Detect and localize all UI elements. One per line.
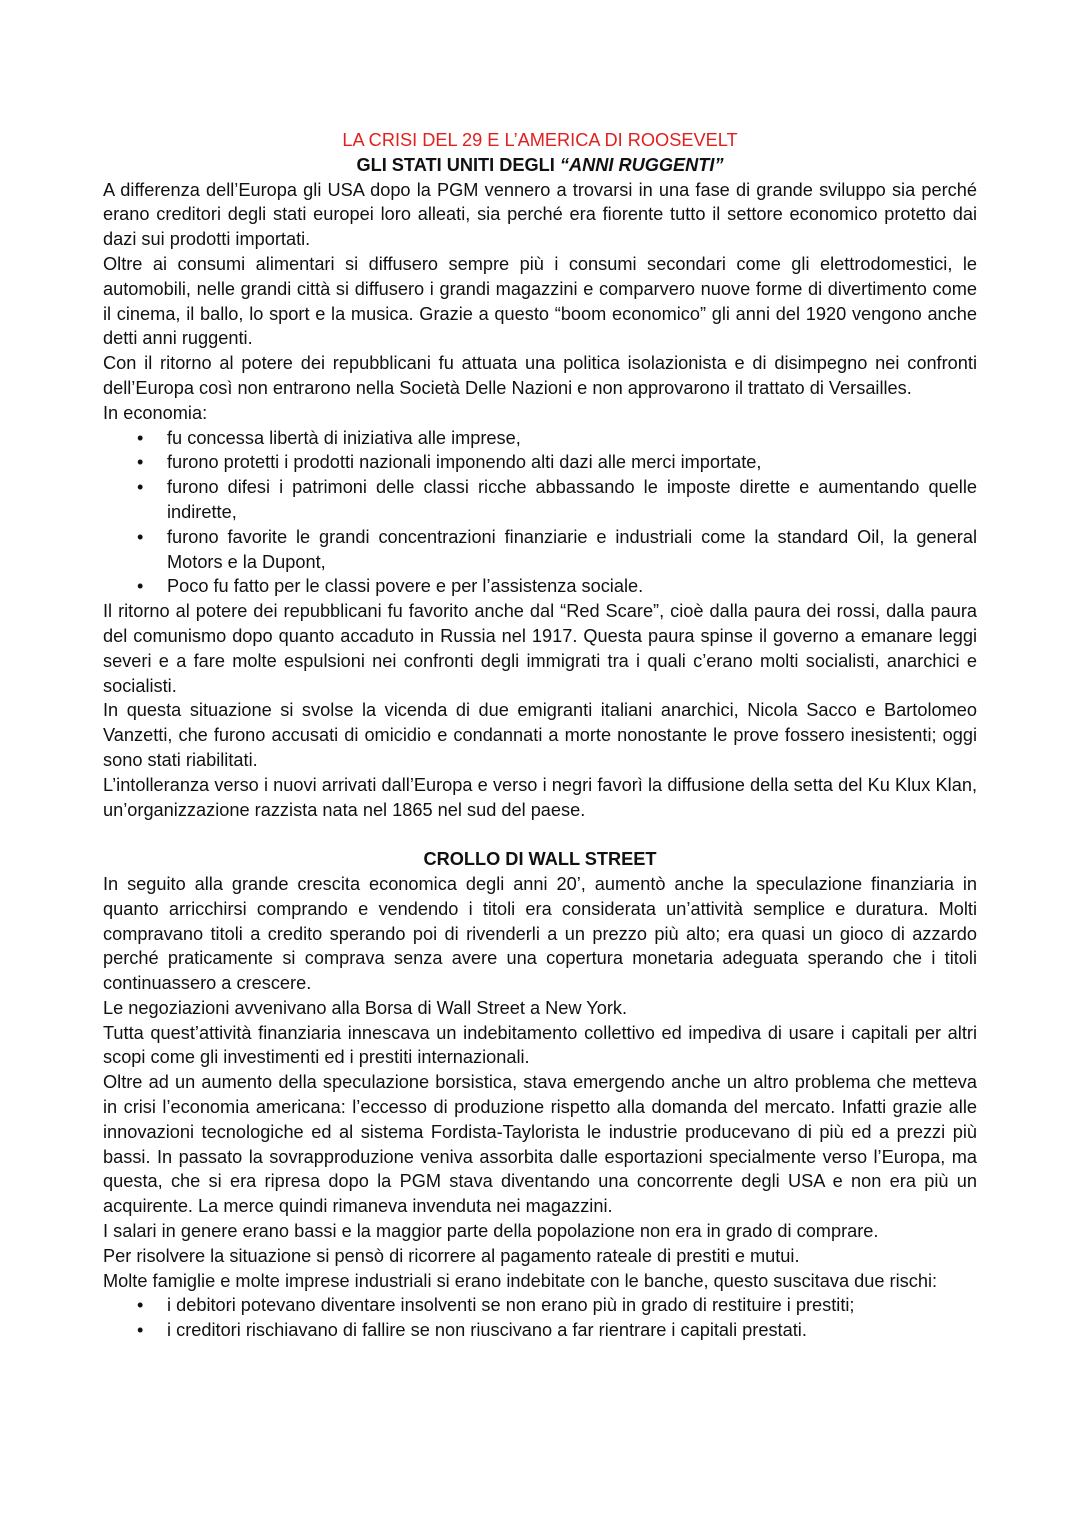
paragraph: Le negoziazioni avvenivano alla Borsa di Wall Street a New York. bbox=[103, 997, 628, 1018]
paragraph: In questa situazione si svolse la vicenda di due emigranti italiani anarchici, Nicola Sacco e Bartolomeo Vanzetti, che furono accusati di omicidio e condannati a morte nonostante le prove fossero inesistenti; oggi sono stati riabilitati. bbox=[103, 700, 977, 770]
list-item: • furono favorite le grandi concentrazioni finanziarie e industriali come la standard Oil, la general Motors e la Dupont, bbox=[137, 526, 977, 572]
section-heading-anni-ruggenti bbox=[103, 153, 977, 178]
list-item: • i creditori rischiavano di fallire se non riuscivano a far rientrare i capitali prestati. bbox=[103, 1318, 977, 1343]
bullet-icon: • bbox=[137, 576, 144, 597]
section-spacer bbox=[103, 822, 977, 847]
list-item: • i debitori potevano diventare insolventi se non erano più in grado di restituire i prestiti; bbox=[103, 1293, 977, 1318]
list-item: • furono difesi i patrimoni delle classi ricche abbassando le imposte dirette e aumentando quelle indirette, bbox=[137, 477, 977, 522]
paragraph: Tutta quest’attività finanziaria innescava un indebitamento collettivo ed impediva di usare i capitali per altri scopi come gli investimenti ed i prestiti internazionali. bbox=[103, 1022, 977, 1068]
subtitle-prefix: GLI STATI UNITI DEGLI bbox=[356, 154, 560, 175]
paragraph: L’intolleranza verso i nuovi arrivati dall’Europa e verso i negri favorì la diffusione della setta del Ku Klux Klan, un’organizzazione razzista nata nel 1865 nel sud del paese. bbox=[103, 774, 977, 820]
bullet-icon: • bbox=[137, 477, 144, 498]
bullet-icon: • bbox=[137, 526, 144, 547]
paragraph: Molte famiglie e molte imprese industriali si erano indebitate con le banche, questo suscitava due rischi: bbox=[103, 1270, 938, 1291]
paragraph: I salari in genere erano bassi e la maggior parte della popolazione non era in grado di comprare. bbox=[103, 1221, 879, 1242]
bullet-list-rischi bbox=[103, 1293, 977, 1343]
paragraph: In seguito alla grande crescita economica degli anni 20’, aumentò anche la speculazione finanziaria in quanto arricchirsi comprando e vendendo i titoli era considerata un’attività semplice e duratura. Molti compravano titoli a credito sperando poi di rivenderli a un prezzo più alto; era quasi un gioco di azzardo perché praticamente si comprava senza avere una copertura monetaria adeguata sperando che i titoli continuassero a crescere. bbox=[103, 873, 977, 994]
bullet-icon: • bbox=[137, 427, 144, 448]
paragraph: In economia: bbox=[103, 402, 208, 423]
document-title: LA CRISI DEL 29 E L’AMERICA DI ROOSEVELT bbox=[342, 130, 738, 150]
bullet-icon: • bbox=[137, 1320, 144, 1341]
bullet-icon: • bbox=[137, 452, 144, 473]
paragraph: Oltre ai consumi alimentari si diffusero sempre più i consumi secondari come gli elettrodomestici, le automobili, nelle grandi città si diffusero i grandi magazzini e comparvero nuove forme di divertimento come il cinema, il ballo, lo sport e la musica. Grazie a questo “boom economico” gli anni del 1920 vengono anche detti anni ruggenti. bbox=[103, 253, 977, 349]
paragraph: Il ritorno al potere dei repubblicani fu favorito anche dal “Red Scare”, cioè dalla paura dei rossi, dalla paura del comunismo dopo quanto accaduto in Russia nel 1917. Questa paura spinse il governo a emanare leggi severi e a fare molte espulsioni nei confronti degli immigrati tra i quali c’erano molti socialisti, anarchici e socialisti. bbox=[103, 601, 977, 696]
bullet-list-economia bbox=[103, 426, 977, 600]
paragraph: Oltre ad un aumento della speculazione borsistica, stava emergendo anche un altro problema che metteva in crisi l’economia americana: l’eccesso di produzione rispetto alla domanda del mercato. Infatti grazie alle innovazioni tecnologiche ed al sistema Fordista-Taylorista le industrie producevano di più ed a prezzi più bassi. In passato la sovrapproduzione veniva assorbita dalle esportazioni specialmente verso l’Europa, ma questa, che si era ripresa dopo la PGM stava diventando una concorrente degli USA e non era più un acquirente. La merce quindi rimaneva invenduta nei magazzini. bbox=[103, 1072, 977, 1217]
paragraph: Per risolvere la situazione si pensò di ricorrere al pagamento rateale di prestiti e mutui. bbox=[103, 1245, 800, 1266]
list-item: • Poco fu fatto per le classi povere e per l’assistenza sociale. bbox=[103, 574, 977, 599]
paragraph: A differenza dell’Europa gli USA dopo la PGM vennero a trovarsi in una fase di grande sviluppo sia perché erano creditori degli stati europei loro alleati, sia perché era fiorente tutto il settore economico protetto dai dazi sui prodotti importati. bbox=[103, 179, 977, 250]
paragraph: Con il ritorno al potere dei repubblicani fu attuata una politica isolazionista e di disimpegno nei confronti dell’Europa così non entrarono nella Società Delle Nazioni e non approvarono il trattato di Versailles. bbox=[103, 353, 977, 398]
list-item: • fu concessa libertà di iniziativa alle imprese, bbox=[103, 426, 977, 451]
list-item: • furono protetti i prodotti nazionali imponendo alti dazi alle merci importate, bbox=[103, 450, 977, 475]
section-heading-wall-street: CROLLO DI WALL STREET bbox=[423, 849, 657, 870]
subtitle-emphasis: “ANNI RUGGENTI” bbox=[559, 154, 724, 175]
bullet-icon: • bbox=[137, 1295, 144, 1316]
